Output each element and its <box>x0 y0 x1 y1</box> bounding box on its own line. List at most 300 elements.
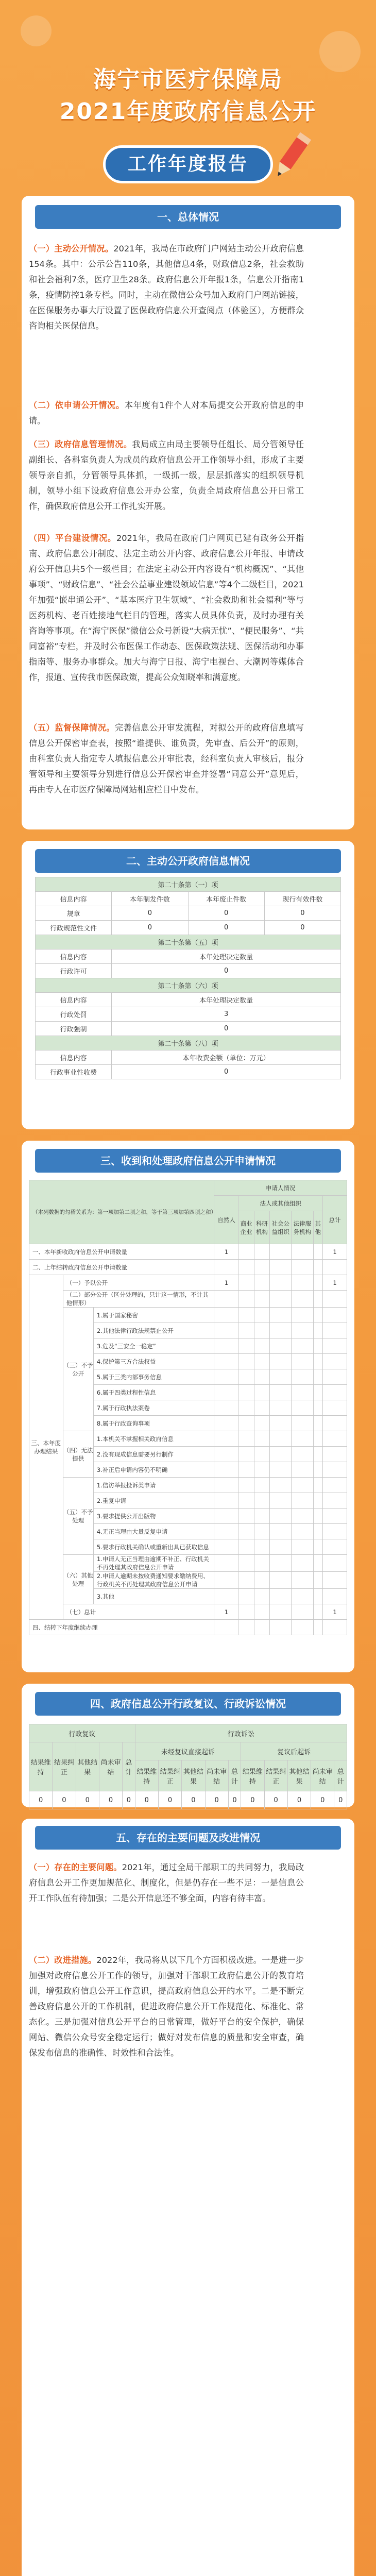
table-cell <box>313 1604 323 1620</box>
table-row <box>29 1308 347 1323</box>
paragraph-text: 2021年，我局在市政府门户网站主动公开政府信息154条。其中：公示公告110条，其他信息4条，财政信息2条，社会救助和社会福利7条，医疗卫生28条。政府信息公开年报1条，信息公开指南1条，疫情防控1条专栏。同时，主动在微信公众号加入政府门户网站链接，在医保服务办事大厅设置了医保政府信息公开查阅点（体验区），方便群众咨询相关医保信息。 <box>29 244 304 331</box>
table-cell <box>238 1604 254 1620</box>
section-heading: 五、存在的主要问题及改进情况 <box>35 1826 341 1850</box>
paragraph-text: 本年度有1件个人对本局提交公开政府信息的申请。 <box>29 400 304 426</box>
table-cell <box>238 1400 254 1416</box>
table-cell <box>270 1509 292 1524</box>
table-cell <box>270 1539 292 1555</box>
table-row <box>29 1604 347 1620</box>
table-row: 行政处罚 3 <box>36 1007 341 1022</box>
table-cell <box>313 1509 323 1524</box>
table-cell <box>214 1260 238 1275</box>
table-row: 规章 0 0 0 <box>36 906 341 921</box>
table-cell <box>292 1244 313 1260</box>
table-cell <box>270 1400 292 1416</box>
table-cell <box>254 1478 269 1493</box>
table-cell: 1 <box>323 1244 347 1260</box>
column-group-header: 行政诉讼 <box>135 1724 347 1742</box>
table-cell <box>323 1509 347 1524</box>
table-cell <box>238 1620 254 1635</box>
table-cell <box>323 1572 347 1589</box>
table-cell <box>270 1244 292 1260</box>
table-cell <box>323 1308 347 1323</box>
table-cell <box>292 1416 313 1431</box>
column-header: 总计 <box>123 1742 135 1791</box>
table-row <box>29 1620 347 1635</box>
column-header: 尚未审结 <box>99 1742 122 1791</box>
section-issues-panel <box>22 1819 354 2576</box>
paragraph-lead: （一）存在的主要问题。 <box>29 1862 122 1872</box>
row-label: （七）总计 <box>63 1604 214 1620</box>
row-label: 5.属于三类内部事务信息 <box>93 1369 214 1385</box>
row-label: 1.申请人无正当理由逾期不补正、行政机关不再处理其政府信息公开申请 <box>93 1555 214 1572</box>
table-cell <box>238 1589 254 1604</box>
table-cell <box>313 1369 323 1385</box>
table-cell <box>254 1493 269 1509</box>
table-cell <box>214 1524 238 1539</box>
table-row <box>29 1478 347 1493</box>
table-cell <box>238 1244 254 1260</box>
table-cell <box>270 1589 292 1604</box>
table-cell <box>323 1555 347 1572</box>
row-group-label: （六）其他处理 <box>63 1555 93 1604</box>
table-cell <box>313 1400 323 1416</box>
table-cell <box>214 1308 238 1323</box>
paragraph-lead: （二）改进措施。 <box>29 1955 97 1965</box>
table-cell <box>214 1589 238 1604</box>
column-header: 其他 <box>313 1211 323 1244</box>
table-cell <box>292 1291 313 1308</box>
row-label: 1.本机关不掌握相关政府信息 <box>93 1431 214 1447</box>
section-heading: 二、主动公开政府信息情况 <box>35 849 341 873</box>
column-header: 本年处理决定数量 <box>112 950 341 964</box>
column-header: 本年废止件数 <box>188 892 264 906</box>
table-cell <box>254 1244 269 1260</box>
table-row <box>29 1260 347 1275</box>
column-group-header: 行政复议 <box>29 1724 135 1742</box>
table-cell <box>270 1462 292 1478</box>
table-cell <box>292 1604 313 1620</box>
table-cell <box>292 1539 313 1555</box>
table-cell <box>238 1539 254 1555</box>
column-group-header: 未经复议直接起诉 <box>135 1742 241 1760</box>
table-cell <box>238 1493 254 1509</box>
table-cell: 1 <box>323 1604 347 1620</box>
table-cell <box>323 1431 347 1447</box>
column-header: 结果维持 <box>241 1760 264 1791</box>
table-cell <box>238 1260 254 1275</box>
column-header: 本年处理决定数量 <box>112 993 341 1007</box>
row-label: 7.属于行政执法案卷 <box>93 1400 214 1416</box>
table-cell <box>238 1291 254 1308</box>
table-cell <box>323 1493 347 1509</box>
header-title-line2: 2021年度政府信息公开 <box>59 98 317 125</box>
table-cell <box>214 1493 238 1509</box>
paragraph-lead: （三）政府信息管理情况。 <box>29 439 132 449</box>
table-cell <box>214 1400 238 1416</box>
table-cell <box>323 1354 347 1369</box>
table-cell <box>254 1260 269 1275</box>
table-cell <box>254 1308 269 1323</box>
table-cell <box>254 1462 269 1478</box>
header-banner: 工作年度报告 <box>103 145 273 183</box>
table-cell <box>292 1620 313 1635</box>
table-cell <box>292 1524 313 1539</box>
table-cell <box>254 1354 269 1369</box>
row-group-label: （四）无法提供 <box>63 1431 93 1478</box>
table-cell <box>313 1338 323 1354</box>
review-litigation-table <box>29 1724 347 1809</box>
table-cell <box>292 1555 313 1572</box>
table-cell <box>214 1354 238 1369</box>
table-cell <box>270 1275 292 1291</box>
table-cell <box>254 1572 269 1589</box>
row-group-label: （三）不予公开 <box>63 1308 93 1431</box>
row-label: 3.其他 <box>93 1589 214 1604</box>
row-label: 2.没有现成信息需要另行制作 <box>93 1447 214 1462</box>
paragraph-lead: （二）依申请公开情况。 <box>29 400 125 410</box>
table-cell <box>323 1260 347 1275</box>
row-label: （一）予以公开 <box>63 1275 214 1291</box>
table-cell <box>214 1416 238 1431</box>
row-label: 2.重复申请 <box>93 1493 214 1509</box>
table-cell <box>270 1338 292 1354</box>
table-cell <box>292 1260 313 1275</box>
table-cell <box>270 1447 292 1462</box>
table-cell <box>292 1431 313 1447</box>
table-cell <box>214 1291 238 1308</box>
table-cell <box>292 1509 313 1524</box>
table-cell <box>292 1354 313 1369</box>
column-header: 结果纠正 <box>264 1760 287 1791</box>
table-row: 行政规范性文件 0 0 0 <box>36 921 341 935</box>
table-cell <box>313 1275 323 1291</box>
table-cell <box>270 1493 292 1509</box>
table-cell <box>238 1385 254 1400</box>
row-label: 二、上年结转政府信息公开申请数量 <box>29 1260 214 1275</box>
table-cell <box>254 1604 269 1620</box>
column-header: 其他结果 <box>287 1760 311 1791</box>
table-cell <box>313 1323 323 1338</box>
table-cell <box>270 1604 292 1620</box>
table-cell <box>254 1369 269 1385</box>
column-header: 本年制发件数 <box>112 892 188 906</box>
paragraph-text: 2021年，我局在政府门户网页已建有政务公开指南、政府信息公开制度、法定主动公开内容、政府信息公开年报、申请政府公开信息共5个一级栏目；在法定主动公开内容设有“机构概况”、“其他事项”、“财政信息”、“社会公益事业建设领域信息”等4个二级栏目，2021年加强“嵌串通公开”、“基本医疗卫生领域”、“社会救助和社会福利”等与医药机构、老百姓接地气栏目的管理，落实人员具体负责，及时办理有关咨询等事项。在“海宁医保”微信公众号新设“大病无忧”、“便民服务”、“共同富裕”专栏，并及时公布医保工作动态、医保政策法规、医保活动和办事指南等、服务办事群众。加大与海宁日报、海宁电视台、大潮网等媒体合作，报道、宣传我市医保政策，提高公众知晓率和满意度。 <box>29 533 304 682</box>
paragraph-main-problems <box>29 1860 304 1906</box>
row-label: 4.无正当理由大量反复申请 <box>93 1524 214 1539</box>
table-cell <box>292 1589 313 1604</box>
table-cell <box>292 1493 313 1509</box>
table-cell <box>323 1620 347 1635</box>
column-header: 尚未审结 <box>311 1760 334 1791</box>
table-cell <box>214 1555 238 1572</box>
table-cell <box>214 1509 238 1524</box>
table-cell <box>254 1509 269 1524</box>
table-cell <box>292 1369 313 1385</box>
paragraph-improvements <box>29 1953 304 2061</box>
pencil-icon <box>268 129 314 185</box>
table-cell <box>292 1323 313 1338</box>
table-cell <box>323 1462 347 1478</box>
table-cell <box>313 1539 323 1555</box>
table-cell <box>238 1323 254 1338</box>
column-header: 结果维持 <box>135 1760 158 1791</box>
section-heading: 四、政府信息公开行政复议、行政诉讼情况 <box>35 1692 341 1716</box>
table-row: 行政许可 0 <box>36 964 341 978</box>
row-label: 2.其他法律行政法规禁止公开 <box>93 1323 214 1338</box>
table-cell <box>238 1369 254 1385</box>
row-label: 一、本年新收政府信息公开申请数量 <box>29 1244 214 1260</box>
decorative-circle <box>21 15 52 46</box>
row-label: 5.要求行政机关确认或重新出具已获取信息 <box>93 1539 214 1555</box>
column-header: 商业企业 <box>238 1211 254 1244</box>
row-label: 8.属于行政查询事项 <box>93 1416 214 1431</box>
paragraph-lead: （五）监督保障情况。 <box>29 723 115 733</box>
table-cell <box>238 1555 254 1572</box>
table-cell <box>254 1589 269 1604</box>
table-cell <box>238 1354 254 1369</box>
column-header: 结果维持 <box>29 1742 53 1791</box>
table-cell <box>270 1323 292 1338</box>
table-cell <box>214 1478 238 1493</box>
table-cell <box>323 1400 347 1416</box>
column-header: 信息内容 <box>36 1050 112 1065</box>
table-cell <box>254 1620 269 1635</box>
table-row <box>29 1555 347 1572</box>
table-cell <box>313 1244 323 1260</box>
table-cell <box>270 1354 292 1369</box>
table-row <box>29 1291 347 1308</box>
table-subheading: 第二十条第（八）项 <box>36 1036 341 1050</box>
table-row <box>29 1791 347 1809</box>
table-subheading: 第二十条第（一）项 <box>36 877 341 892</box>
column-header: 自然人 <box>214 1196 238 1244</box>
table-cell <box>292 1462 313 1478</box>
table-cell <box>270 1369 292 1385</box>
table-cell <box>313 1524 323 1539</box>
table-cell <box>238 1478 254 1493</box>
paragraph-text: 我局成立由局主要领导任组长、局分管领导任副组长、各科室负责人为成员的政府信息公开工作领导小组，形成了主要领导亲自抓，分管领导具体抓，一级抓一级，层层抓落实的组织领导机制，领导小组下设政府信息公开办公室，负责全局政府信息公开日常工作，确保政府信息公开工作扎实开展。 <box>29 439 304 511</box>
table-cell <box>292 1400 313 1416</box>
row-label: 3.补正后申请内容仍不明确 <box>93 1462 214 1478</box>
table-cell <box>254 1555 269 1572</box>
column-header: 其他结果 <box>76 1742 99 1791</box>
table-cell <box>292 1275 313 1291</box>
table-cell: 0 <box>205 1791 228 1809</box>
table-cell <box>254 1416 269 1431</box>
table-cell: 0 <box>287 1791 311 1809</box>
table-cell <box>270 1555 292 1572</box>
table-cell <box>214 1369 238 1385</box>
table-cell <box>238 1338 254 1354</box>
table-cell <box>254 1539 269 1555</box>
column-header: 结果纠正 <box>158 1760 181 1791</box>
table-cell <box>214 1385 238 1400</box>
paragraph-info-management <box>29 437 304 514</box>
table-cell: 1 <box>214 1244 238 1260</box>
table-corner-note: （本列数据的勾稽关系为：第一项加第二项之和，等于第三项加第四项之和） <box>29 1180 214 1244</box>
table-subheading: 第二十条第（六）项 <box>36 978 341 993</box>
table-cell <box>292 1308 313 1323</box>
table-cell <box>323 1385 347 1400</box>
table-cell <box>270 1291 292 1308</box>
table-cell <box>313 1555 323 1572</box>
table-cell: 0 <box>53 1791 76 1809</box>
section-active-info-panel <box>22 841 354 1129</box>
table-cell <box>214 1462 238 1478</box>
row-label: 1.属于国家秘密 <box>93 1308 214 1323</box>
table-cell <box>238 1431 254 1447</box>
row-group-label: （五）不予处理 <box>63 1478 93 1555</box>
table-cell: 0 <box>182 1791 205 1809</box>
table-cell: 1 <box>323 1275 347 1291</box>
table-cell: 0 <box>135 1791 158 1809</box>
table-cell: 0 <box>241 1791 264 1809</box>
table-cell <box>238 1509 254 1524</box>
column-header: 本年收费金额（单位：万元） <box>112 1050 341 1065</box>
paragraph-application-disclosure <box>29 398 304 429</box>
table-cell <box>254 1385 269 1400</box>
row-label: 四、结转下年度继续办理 <box>29 1620 214 1635</box>
table-cell <box>313 1308 323 1323</box>
paragraph-supervision <box>29 720 304 798</box>
table-cell: 0 <box>99 1791 122 1809</box>
table-cell <box>270 1620 292 1635</box>
row-label: 2.申请人逾期未按收费通知要求缴纳费用、行政机关不再处理其政府信息公开申请 <box>93 1572 214 1589</box>
table-cell: 0 <box>123 1791 135 1809</box>
table-cell <box>254 1323 269 1338</box>
column-header: 法律服务机构 <box>292 1211 313 1244</box>
table-row <box>29 1275 347 1291</box>
table-cell <box>270 1308 292 1323</box>
table-cell <box>214 1323 238 1338</box>
table-cell <box>270 1260 292 1275</box>
table-cell <box>254 1400 269 1416</box>
row-label: 1.信访举报投诉类申请 <box>93 1478 214 1493</box>
section-heading: 三、收到和处理政府信息公开申请情况 <box>35 1149 341 1173</box>
table-cell <box>254 1291 269 1308</box>
row-label: 6.属于四类过程性信息 <box>93 1385 214 1400</box>
table-cell <box>254 1447 269 1462</box>
table-cell: 0 <box>76 1791 99 1809</box>
column-header: 社会公益组织 <box>270 1211 292 1244</box>
table-cell <box>270 1572 292 1589</box>
table-cell <box>313 1572 323 1589</box>
table-cell <box>292 1572 313 1589</box>
table-cell <box>214 1431 238 1447</box>
row-label: 3.危及“三安全一稳定” <box>93 1338 214 1354</box>
column-header: 科研机构 <box>254 1211 269 1244</box>
column-header: 信息内容 <box>36 950 112 964</box>
table-cell <box>270 1431 292 1447</box>
table-cell: 0 <box>334 1791 347 1809</box>
table-cell <box>313 1620 323 1635</box>
paragraph-active-disclosure <box>29 241 304 334</box>
table-cell <box>323 1589 347 1604</box>
table-cell <box>323 1291 347 1308</box>
table-cell <box>292 1478 313 1493</box>
column-header: 总计 <box>323 1196 347 1244</box>
section-review-panel <box>22 1684 354 1807</box>
table-cell <box>270 1385 292 1400</box>
table-cell <box>238 1447 254 1462</box>
paragraph-lead: （四）平台建设情况。 <box>29 533 116 543</box>
active-info-table <box>35 877 341 1079</box>
table-cell <box>313 1354 323 1369</box>
table-subheading: 第二十条第（五）项 <box>36 935 341 950</box>
table-cell <box>238 1308 254 1323</box>
table-cell <box>254 1431 269 1447</box>
table-cell <box>313 1589 323 1604</box>
table-cell <box>323 1323 347 1338</box>
column-group-header: 申请人情况 <box>214 1180 347 1196</box>
table-cell <box>254 1275 269 1291</box>
table-cell <box>270 1524 292 1539</box>
header-title-line1: 海宁市医疗保障局 <box>93 66 283 93</box>
table-row <box>29 1244 347 1260</box>
column-header: 总计 <box>228 1760 241 1791</box>
table-cell <box>214 1620 238 1635</box>
table-cell <box>270 1416 292 1431</box>
table-cell <box>238 1462 254 1478</box>
table-cell <box>313 1493 323 1509</box>
table-row <box>29 1431 347 1447</box>
table-cell <box>254 1338 269 1354</box>
table-cell: 1 <box>214 1275 238 1291</box>
table-cell <box>313 1447 323 1462</box>
table-cell <box>323 1539 347 1555</box>
column-header: 总计 <box>334 1760 347 1791</box>
table-cell: 0 <box>228 1791 241 1809</box>
table-cell <box>292 1447 313 1462</box>
paragraph-text: 完善信息公开审发流程，对拟公开的政府信息填写信息公开保密审查表，按照“谁提供、谁负责，先审查、后公开”的原则，由科室负责人指定专人填报信息公开审批表，经科室负责人审核后，报分管领导和主要领导分别进行信息公开保密审查并签署“同意公开”意见后，再由专人在市医疗保障局网站相应栏目中发布。 <box>29 723 304 794</box>
table-cell <box>313 1260 323 1275</box>
table-cell: 0 <box>29 1791 53 1809</box>
table-cell <box>214 1572 238 1589</box>
column-header: 现行有效件数 <box>264 892 340 906</box>
table-cell <box>238 1275 254 1291</box>
table-cell: 0 <box>264 1791 287 1809</box>
table-cell <box>323 1478 347 1493</box>
paragraph-text: 2022年，我局将从以下几个方面积极改进。一是进一步加强对政府信息公开工作的领导，加强对干部职工政府信息公开的教育培训，增强政府信息公开工作意识，提高政府信息公开的水平。二是不断完善政府信息公开的工作机制，促进政府信息公开工作规范化、标准化、常态化。三是加强对信息公开平台的日常管理，做好平台的安全保护，确保网站、微信公众号安全稳定运行；做好对发布信息的质量和安全审查，确保发布信息的准确性、时效性和合法性。 <box>29 1955 304 2058</box>
table-cell <box>238 1572 254 1589</box>
table-cell <box>323 1447 347 1462</box>
row-label: （二）部分公开（区分处理的，只计这一情形，不计其他情形） <box>63 1291 214 1308</box>
table-cell <box>323 1369 347 1385</box>
table-row: 行政事业性收费 0 <box>36 1065 341 1079</box>
column-header: 其他结果 <box>182 1760 205 1791</box>
section-heading: 一、总体情况 <box>35 205 341 229</box>
table-cell <box>323 1338 347 1354</box>
table-cell <box>214 1539 238 1555</box>
table-cell <box>254 1524 269 1539</box>
table-cell <box>313 1478 323 1493</box>
row-group-label: 三、本年度办理结果 <box>29 1275 63 1620</box>
table-cell: 0 <box>311 1791 334 1809</box>
table-cell <box>313 1462 323 1478</box>
table-cell <box>313 1385 323 1400</box>
column-header: 信息内容 <box>36 993 112 1007</box>
table-cell <box>238 1524 254 1539</box>
paragraph-text: 2021年，通过全局干部职工的共同努力，我局政府信息公开工作更加规范化、制度化，但是仍存在一些不足：一是信息公开工作队伍有待加强；二是公开信息还不够全面，内容有待丰富。 <box>29 1862 304 1903</box>
paragraph-platform-building <box>29 531 304 685</box>
column-header: 尚未审结 <box>205 1760 228 1791</box>
table-cell: 0 <box>158 1791 181 1809</box>
column-group-header: 法人或其他组织 <box>238 1196 323 1211</box>
table-cell <box>323 1524 347 1539</box>
table-cell <box>270 1478 292 1493</box>
paragraph-lead: （一）主动公开情况。 <box>29 244 114 253</box>
